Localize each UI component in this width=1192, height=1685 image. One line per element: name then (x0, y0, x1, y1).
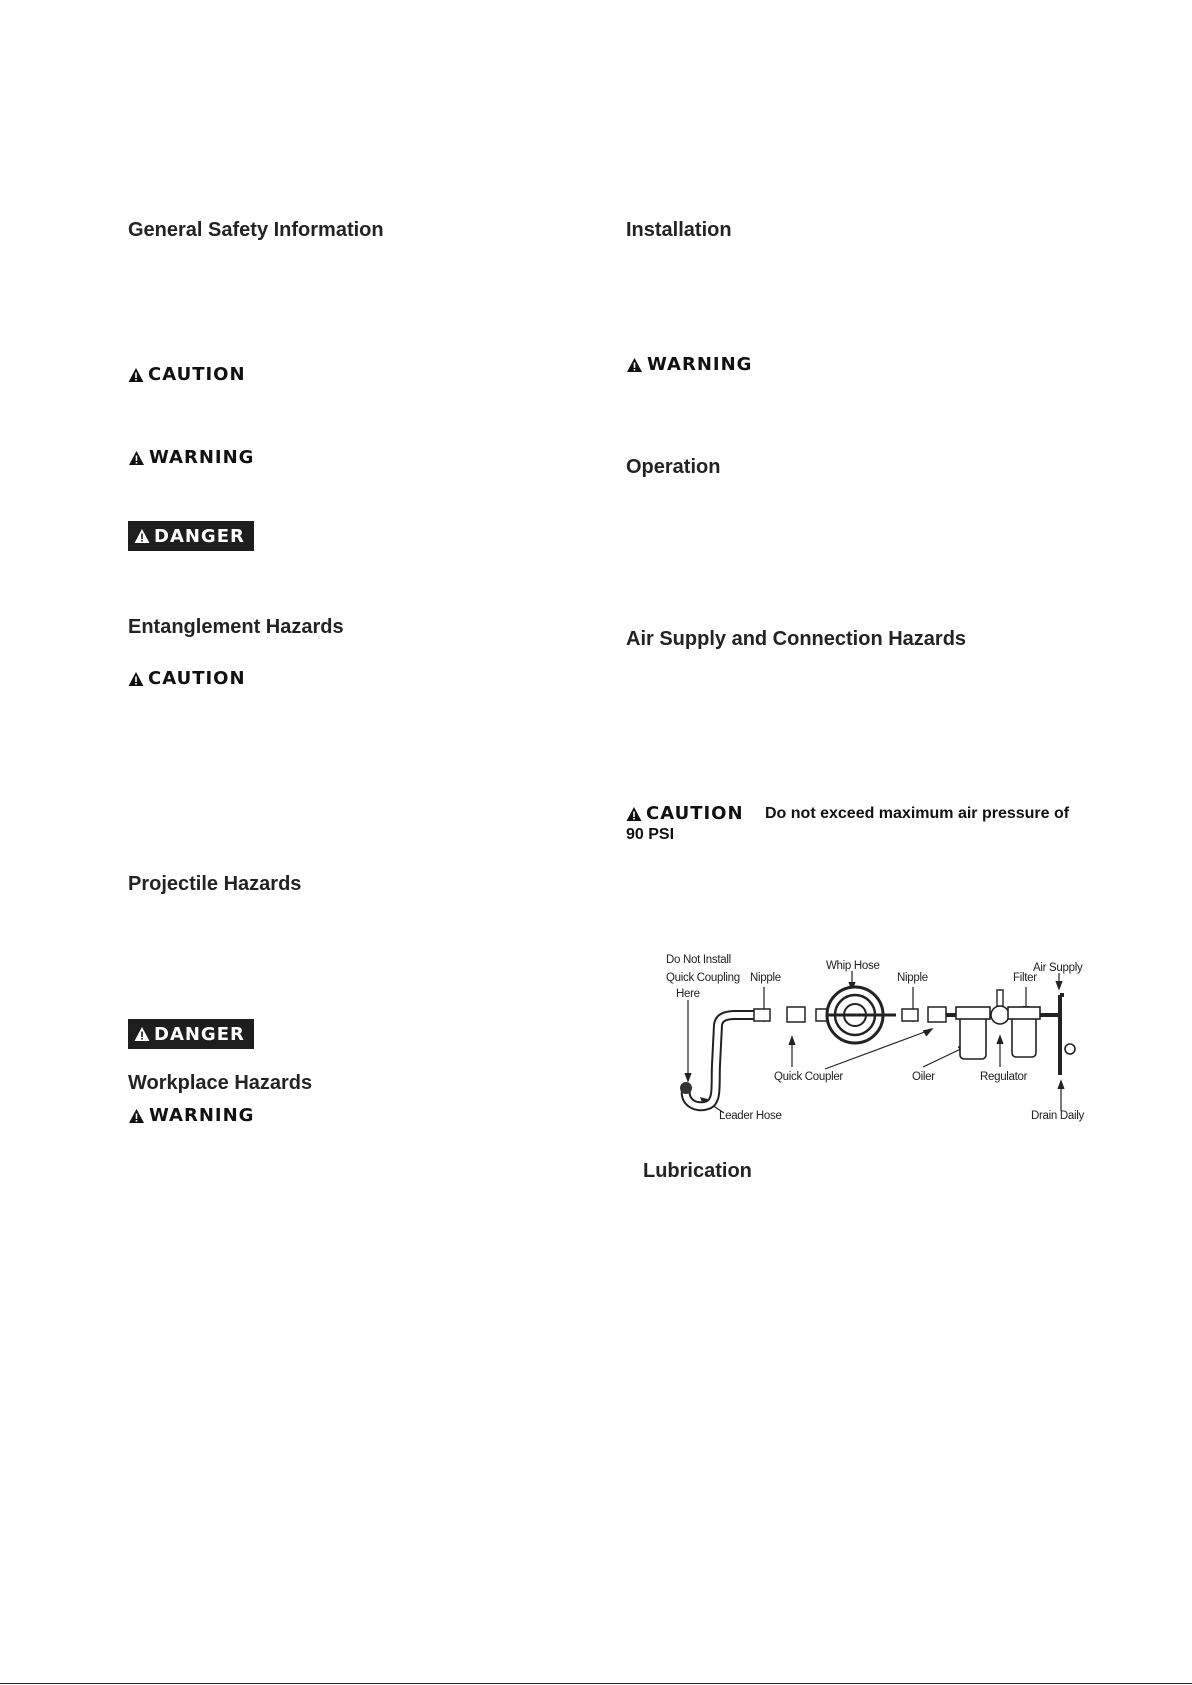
workplace-hazards-heading: Workplace Hazards (128, 1072, 313, 1094)
lubrication-heading: Lubrication (643, 1160, 752, 1182)
warning-triangle-icon (128, 367, 144, 383)
pressure-note-line2: 90 PSI (626, 826, 675, 843)
caution-text: CAUTION (148, 668, 246, 689)
general-safety-heading: General Safety Information (128, 219, 384, 241)
warning-label-workplace (128, 1105, 254, 1126)
warning-triangle-icon (626, 806, 642, 822)
operation-heading: Operation (626, 456, 721, 478)
warning-triangle-icon (128, 1108, 145, 1124)
warning-text: WARNING (149, 447, 255, 468)
installation-heading: Installation (626, 219, 732, 241)
warning-triangle-icon (128, 671, 144, 687)
quick-coupling-label: Quick Coupling (666, 972, 740, 984)
filter-label: Filter (1013, 972, 1037, 984)
nipple-right-label: Nipple (897, 972, 928, 984)
caution-text: CAUTION (646, 803, 744, 824)
warning-triangle-icon (626, 357, 643, 373)
whip-hose-label: Whip Hose (826, 960, 880, 972)
air-line-diagram (640, 945, 1100, 1130)
danger-label-projectile (128, 1019, 254, 1049)
oiler-label: Oiler (912, 1071, 935, 1083)
warning-triangle-icon (134, 1026, 150, 1042)
warning-text: WARNING (149, 1105, 255, 1126)
warning-text: WARNING (647, 354, 753, 375)
danger-text: DANGER (154, 525, 245, 547)
air-supply-label: Air Supply (1033, 962, 1083, 974)
drain-daily-label: Drain Daily (1031, 1110, 1084, 1122)
entanglement-hazards-heading: Entanglement Hazards (128, 616, 344, 638)
danger-label-general (128, 521, 254, 551)
leader-hose-label: Leader Hose (719, 1110, 782, 1122)
quick-coupler-label: Quick Coupler (774, 1071, 843, 1083)
projectile-hazards-heading: Projectile Hazards (128, 873, 302, 895)
warning-triangle-icon (134, 528, 150, 544)
warning-label-general (128, 447, 254, 468)
caution-text: CAUTION (148, 364, 246, 385)
bottom-rule (0, 1683, 1192, 1684)
warning-label-installation (626, 354, 752, 375)
here-label: Here (676, 988, 700, 1000)
pressure-note-line1: Do not exceed maximum air pressure of (765, 805, 1070, 822)
danger-text: DANGER (154, 1023, 245, 1045)
regulator-label: Regulator (980, 1071, 1028, 1083)
do-not-install-label: Do Not Install (666, 954, 731, 966)
warning-triangle-icon (128, 450, 145, 466)
caution-label-air-supply (626, 803, 744, 824)
air-supply-hazards-heading: Air Supply and Connection Hazards (626, 628, 967, 650)
caution-label-entanglement (128, 668, 246, 689)
nipple-left-label: Nipple (750, 972, 781, 984)
caution-label-general (128, 364, 246, 385)
